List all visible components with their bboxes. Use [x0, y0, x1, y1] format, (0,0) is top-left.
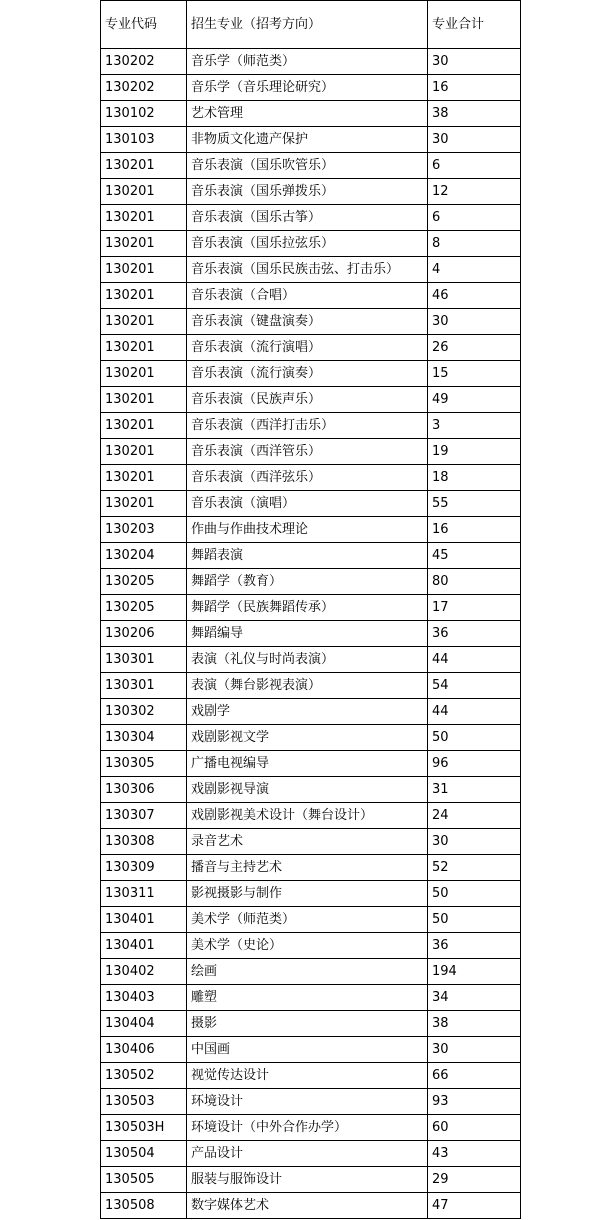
major-code-cell: 130406 [101, 1037, 187, 1063]
major-name-cell: 作曲与作曲技术理论 [187, 517, 428, 543]
major-name-cell: 表演（舞台影视表演） [187, 673, 428, 699]
table-body [101, 49, 521, 1219]
table-row [101, 725, 521, 751]
major-name-cell: 数字媒体艺术 [187, 1193, 428, 1219]
major-total-cell: 30 [428, 309, 521, 335]
major-name-cell: 音乐表演（国乐吹管乐） [187, 153, 428, 179]
major-total-cell: 49 [428, 387, 521, 413]
major-total-cell: 50 [428, 725, 521, 751]
major-total-cell: 26 [428, 335, 521, 361]
major-code-cell: 130402 [101, 959, 187, 985]
major-name-cell: 音乐表演（民族声乐） [187, 387, 428, 413]
major-total-cell: 44 [428, 647, 521, 673]
table-row [101, 465, 521, 491]
table-row [101, 933, 521, 959]
major-total-cell: 45 [428, 543, 521, 569]
table-row [101, 1141, 521, 1167]
major-code-cell: 130201 [101, 335, 187, 361]
major-code-cell: 130206 [101, 621, 187, 647]
major-code-cell: 130304 [101, 725, 187, 751]
major-name-cell: 广播电视编导 [187, 751, 428, 777]
major-total-cell: 15 [428, 361, 521, 387]
major-total-cell: 4 [428, 257, 521, 283]
major-total-cell: 24 [428, 803, 521, 829]
major-code-cell: 130302 [101, 699, 187, 725]
table-row [101, 881, 521, 907]
table-row [101, 491, 521, 517]
major-name-cell: 音乐学（音乐理论研究） [187, 75, 428, 101]
major-total-cell: 18 [428, 465, 521, 491]
major-code-cell: 130508 [101, 1193, 187, 1219]
table-row [101, 907, 521, 933]
major-code-cell: 130102 [101, 101, 187, 127]
major-code-cell: 130201 [101, 361, 187, 387]
major-code-cell: 130505 [101, 1167, 187, 1193]
major-name-cell: 音乐学（师范类） [187, 49, 428, 75]
major-total-cell: 3 [428, 413, 521, 439]
major-total-cell: 80 [428, 569, 521, 595]
major-code-cell: 130502 [101, 1063, 187, 1089]
major-code-cell: 130306 [101, 777, 187, 803]
major-name-cell: 环境设计 [187, 1089, 428, 1115]
major-name-cell: 音乐表演（合唱） [187, 283, 428, 309]
major-name-cell: 影视摄影与制作 [187, 881, 428, 907]
table-row [101, 127, 521, 153]
major-name-cell: 音乐表演（演唱） [187, 491, 428, 517]
major-name-cell: 音乐表演（国乐弹拨乐） [187, 179, 428, 205]
major-name-cell: 音乐表演（国乐民族击弦、打击乐） [187, 257, 428, 283]
major-name-cell: 美术学（师范类） [187, 907, 428, 933]
major-name-cell: 音乐表演（国乐古筝） [187, 205, 428, 231]
major-name-cell: 美术学（史论） [187, 933, 428, 959]
table-row [101, 309, 521, 335]
major-code-cell: 130201 [101, 439, 187, 465]
major-name-cell: 视觉传达设计 [187, 1063, 428, 1089]
major-code-cell: 130401 [101, 907, 187, 933]
major-name-cell: 艺术管理 [187, 101, 428, 127]
major-code-cell: 130309 [101, 855, 187, 881]
major-code-cell: 130503 [101, 1089, 187, 1115]
major-name-cell: 舞蹈学（教育） [187, 569, 428, 595]
major-code-cell: 130201 [101, 465, 187, 491]
major-total-cell: 8 [428, 231, 521, 257]
table-row [101, 803, 521, 829]
major-name-cell: 绘画 [187, 959, 428, 985]
major-total-cell: 6 [428, 153, 521, 179]
major-total-cell: 17 [428, 595, 521, 621]
table-row [101, 517, 521, 543]
major-name-cell: 戏剧影视导演 [187, 777, 428, 803]
major-total-cell: 52 [428, 855, 521, 881]
table-row [101, 569, 521, 595]
table-row [101, 751, 521, 777]
major-name-cell: 非物质文化遗产保护 [187, 127, 428, 153]
major-name-cell: 表演（礼仪与时尚表演） [187, 647, 428, 673]
major-code-cell: 130403 [101, 985, 187, 1011]
table-row [101, 1089, 521, 1115]
major-total-cell: 31 [428, 777, 521, 803]
table-row [101, 1037, 521, 1063]
major-total-cell: 43 [428, 1141, 521, 1167]
major-name-cell: 音乐表演（流行演奏） [187, 361, 428, 387]
major-total-cell: 34 [428, 985, 521, 1011]
major-enrollment-table [100, 0, 521, 1219]
table-row [101, 1063, 521, 1089]
major-code-cell: 130201 [101, 205, 187, 231]
major-code-cell: 130203 [101, 517, 187, 543]
table-row [101, 335, 521, 361]
table-row [101, 1167, 521, 1193]
table-row [101, 75, 521, 101]
major-total-cell: 29 [428, 1167, 521, 1193]
table-row [101, 985, 521, 1011]
header-major-name: 招生专业（招考方向） [187, 1, 428, 49]
table-row [101, 699, 521, 725]
major-total-cell: 38 [428, 101, 521, 127]
major-total-cell: 60 [428, 1115, 521, 1141]
major-code-cell: 130307 [101, 803, 187, 829]
major-name-cell: 录音艺术 [187, 829, 428, 855]
table-row [101, 543, 521, 569]
major-code-cell: 130305 [101, 751, 187, 777]
major-name-cell: 舞蹈表演 [187, 543, 428, 569]
major-total-cell: 16 [428, 517, 521, 543]
major-code-cell: 130308 [101, 829, 187, 855]
major-name-cell: 产品设计 [187, 1141, 428, 1167]
major-code-cell: 130205 [101, 595, 187, 621]
major-code-cell: 130311 [101, 881, 187, 907]
table-row [101, 413, 521, 439]
major-name-cell: 戏剧影视文学 [187, 725, 428, 751]
major-total-cell: 50 [428, 907, 521, 933]
major-code-cell: 130202 [101, 49, 187, 75]
major-total-cell: 6 [428, 205, 521, 231]
major-name-cell: 戏剧学 [187, 699, 428, 725]
table-row [101, 231, 521, 257]
header-major-code: 专业代码 [101, 1, 187, 49]
major-total-cell: 16 [428, 75, 521, 101]
table-row [101, 153, 521, 179]
table-row [101, 829, 521, 855]
major-code-cell: 130301 [101, 647, 187, 673]
table-row [101, 855, 521, 881]
major-code-cell: 130504 [101, 1141, 187, 1167]
major-code-cell: 130201 [101, 257, 187, 283]
table-row [101, 205, 521, 231]
table-row [101, 647, 521, 673]
major-total-cell: 19 [428, 439, 521, 465]
major-code-cell: 130404 [101, 1011, 187, 1037]
major-code-cell: 130201 [101, 231, 187, 257]
table-row [101, 673, 521, 699]
table-row [101, 1193, 521, 1219]
major-name-cell: 服装与服饰设计 [187, 1167, 428, 1193]
major-code-cell: 130205 [101, 569, 187, 595]
table-row [101, 1115, 521, 1141]
major-code-cell: 130202 [101, 75, 187, 101]
major-total-cell: 36 [428, 621, 521, 647]
major-total-cell: 66 [428, 1063, 521, 1089]
table-row [101, 387, 521, 413]
table-row [101, 621, 521, 647]
major-code-cell: 130201 [101, 491, 187, 517]
major-total-cell: 55 [428, 491, 521, 517]
major-total-cell: 36 [428, 933, 521, 959]
major-name-cell: 音乐表演（西洋弦乐） [187, 465, 428, 491]
major-code-cell: 130201 [101, 179, 187, 205]
major-name-cell: 播音与主持艺术 [187, 855, 428, 881]
table-header-row [101, 1, 521, 49]
major-total-cell: 47 [428, 1193, 521, 1219]
table-row [101, 439, 521, 465]
major-code-cell: 130201 [101, 153, 187, 179]
table-row [101, 179, 521, 205]
table-row [101, 49, 521, 75]
major-code-cell: 130401 [101, 933, 187, 959]
major-total-cell: 30 [428, 829, 521, 855]
header-major-total: 专业合计 [428, 1, 521, 49]
major-code-cell: 130103 [101, 127, 187, 153]
table-row [101, 361, 521, 387]
major-name-cell: 舞蹈编导 [187, 621, 428, 647]
major-total-cell: 38 [428, 1011, 521, 1037]
major-name-cell: 音乐表演（西洋管乐） [187, 439, 428, 465]
major-name-cell: 音乐表演（键盘演奏） [187, 309, 428, 335]
major-code-cell: 130204 [101, 543, 187, 569]
major-total-cell: 50 [428, 881, 521, 907]
major-code-cell: 130201 [101, 413, 187, 439]
major-code-cell: 130201 [101, 283, 187, 309]
major-name-cell: 音乐表演（流行演唱） [187, 335, 428, 361]
table-row [101, 283, 521, 309]
major-name-cell: 音乐表演（国乐拉弦乐） [187, 231, 428, 257]
major-name-cell: 戏剧影视美术设计（舞台设计） [187, 803, 428, 829]
major-code-cell: 130201 [101, 309, 187, 335]
major-total-cell: 46 [428, 283, 521, 309]
major-name-cell: 环境设计（中外合作办学） [187, 1115, 428, 1141]
major-total-cell: 96 [428, 751, 521, 777]
major-name-cell: 音乐表演（西洋打击乐） [187, 413, 428, 439]
major-name-cell: 舞蹈学（民族舞蹈传承） [187, 595, 428, 621]
major-code-cell: 130301 [101, 673, 187, 699]
major-total-cell: 30 [428, 49, 521, 75]
major-code-cell: 130503H [101, 1115, 187, 1141]
table-row [101, 1011, 521, 1037]
major-total-cell: 54 [428, 673, 521, 699]
table-row [101, 595, 521, 621]
major-total-cell: 30 [428, 1037, 521, 1063]
table-row [101, 777, 521, 803]
table-row [101, 257, 521, 283]
major-total-cell: 194 [428, 959, 521, 985]
major-total-cell: 12 [428, 179, 521, 205]
table-row [101, 959, 521, 985]
major-name-cell: 摄影 [187, 1011, 428, 1037]
major-name-cell: 雕塑 [187, 985, 428, 1011]
major-total-cell: 44 [428, 699, 521, 725]
major-code-cell: 130201 [101, 387, 187, 413]
table-row [101, 101, 521, 127]
major-total-cell: 30 [428, 127, 521, 153]
major-total-cell: 93 [428, 1089, 521, 1115]
major-name-cell: 中国画 [187, 1037, 428, 1063]
